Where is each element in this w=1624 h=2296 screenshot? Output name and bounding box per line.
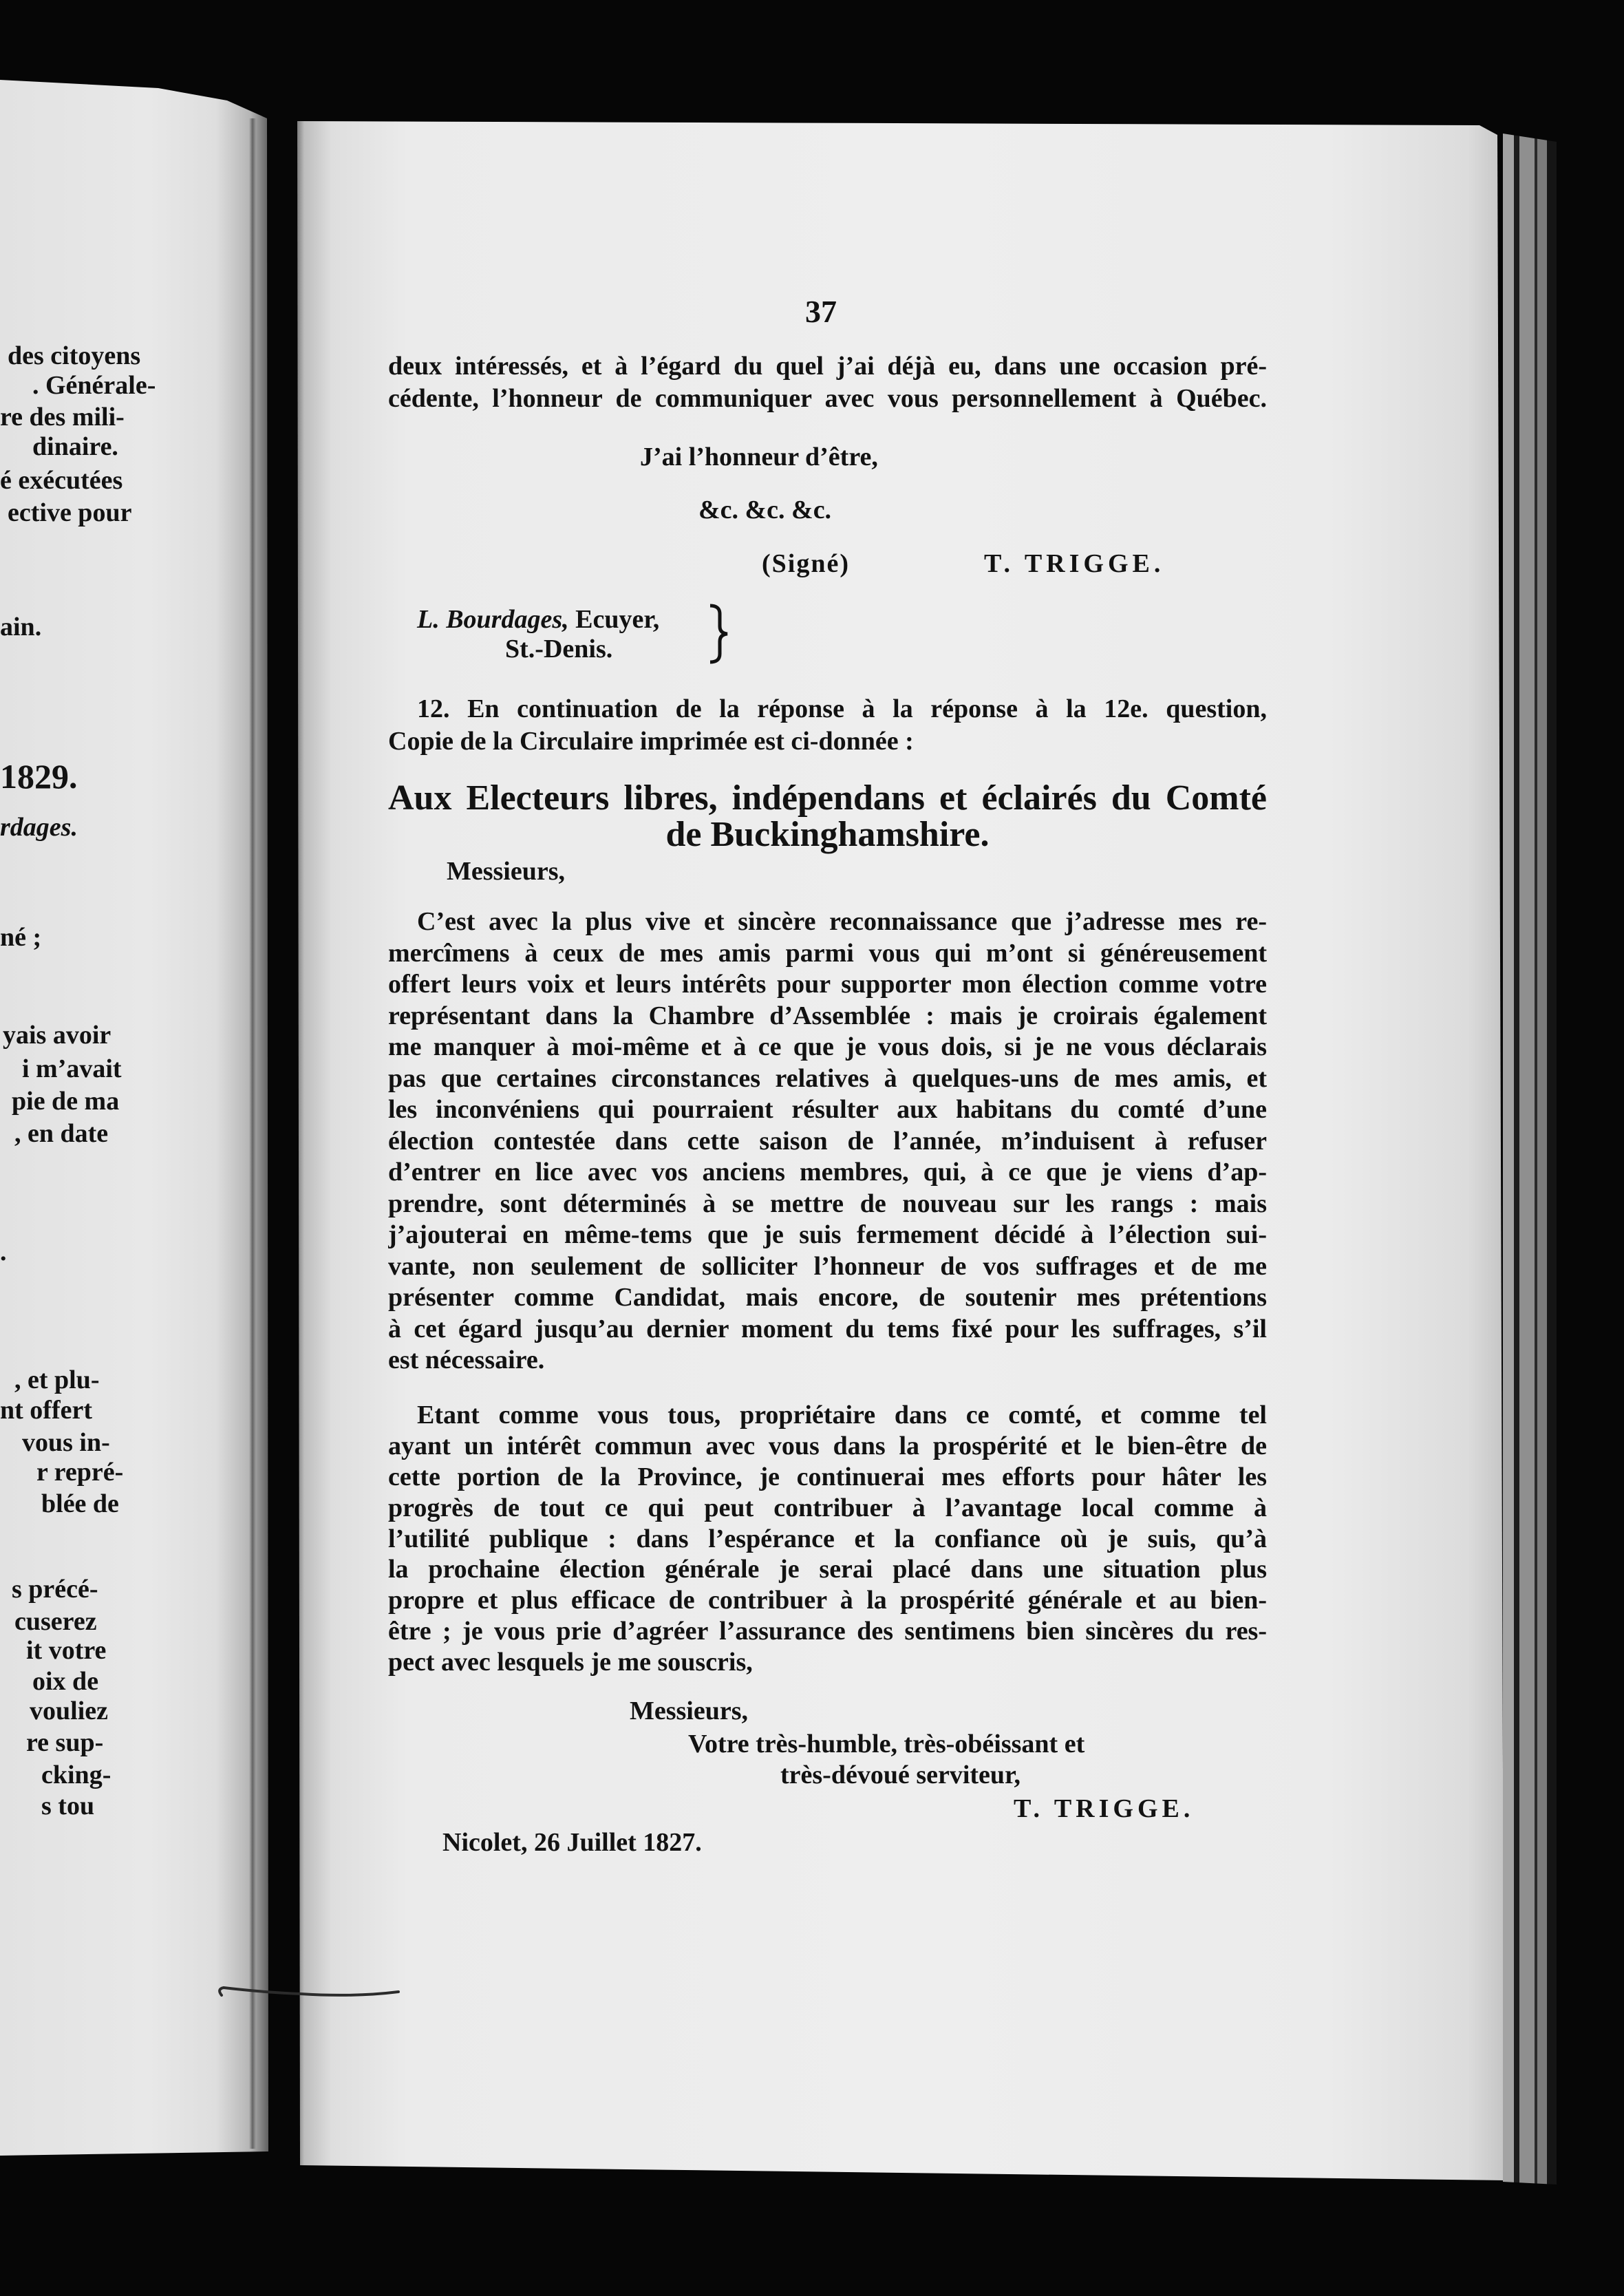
left-page-text-fragment: re sup- [26,1728,104,1757]
left-page-text-fragment: , en date [14,1119,109,1148]
paragraph-line: progrès de tout ce qui peut contribuer à l’avantage local comme à [388,1493,1267,1522]
paragraph-line: à cet égard jusqu’au dernier moment du tems fixé pour les suffrages, s’il [388,1314,1267,1343]
left-page-text-fragment: né ; [0,923,42,952]
left-page-text-fragment: blée de [41,1489,119,1518]
signed-label: (Signé) [762,549,850,578]
left-page-date-heading: 1829. [0,757,78,796]
left-page-text-fragment: nt offert [0,1396,92,1425]
left-page-text-fragment: yais avoir [3,1021,111,1050]
paragraph-line: l’utilité publique : dans l’espérance et la confiance où je suis, qu’à [388,1524,1267,1553]
paragraph-line: pect avec lesquels je me souscris, [388,1648,753,1677]
left-page-text-fragment: . [0,1237,7,1266]
paragraph-line: représentant dans la Chambre d’Assemblée : mais je croirais également [388,1001,1267,1030]
paragraph-line: offert leurs voix et leurs intérêts pour supporter mon élection comme votre [388,970,1267,999]
paragraph-line: C’est avec la plus vive et sincère reconnaissance que j’adresse mes re- [417,907,1267,936]
paragraph-line: pas que certaines circonstances relatives à quelques-uns de mes amis, et [388,1063,1267,1093]
left-page-text-fragment: rdages. [0,813,78,842]
left-page-text-fragment: s tou [41,1792,95,1820]
left-page-text-fragment: oix de [32,1667,99,1696]
addressee-title: Ecuyer, [575,605,660,634]
circular-heading: Aux Electeurs libres, indépendans et éclairés du Comté [388,778,1267,818]
paragraph-line: cette portion de la Province, je continuerai mes efforts pour hâter les [388,1462,1267,1491]
left-page-text-fragment: re des mili- [0,403,125,432]
closing-salutation: Messieurs, [630,1697,749,1725]
paragraph-line: me manquer à moi-même et à ce que je vous dois, si je ne vous déclarais [388,1032,1267,1061]
left-page-text-fragment: i m’avait [22,1054,122,1083]
closing-line: Votre très-humble, très-obéissant et [688,1730,1085,1758]
paragraph-line: ayant un intérêt commun avec vous dans la prospérité et le bien-être de [388,1431,1267,1460]
circular-signature: T. TRIGGE. [1014,1794,1195,1823]
letter-text-line: cédente, l’honneur de communiquer avec vous personnellement à Québec. [388,384,1267,413]
paragraph-line: d’entrer en lice avec vos anciens membres, qui, à ce que je viens d’ap- [388,1158,1267,1187]
left-page-text-fragment: r repré- [36,1458,124,1487]
left-page-text-fragment: it votre [26,1636,107,1665]
addressee-name: L. Bourdages, [417,605,569,634]
left-page-text-fragment: cuserez [14,1607,97,1636]
addressee-place: St.-Denis. [505,635,613,663]
closing-line: très-dévoué serviteur, [780,1761,1021,1789]
letter-text-line: deux intéressés, et à l’égard du quel j’ai déjà eu, dans une occasion pré- [388,352,1267,381]
paragraph-line: présenter comme Candidat, mais encore, de soutenir mes prétentions [388,1283,1267,1312]
item-12-line: 12. En continuation de la réponse à la réponse à la 12e. question, [417,694,1267,723]
letter-etc: &c. &c. &c. [698,496,832,524]
place-and-date: Nicolet, 26 Juillet 1827. [442,1828,702,1857]
left-page-text-fragment: , et plu- [14,1365,100,1394]
page-number: 37 [805,294,837,329]
left-page-text-fragment: ain. [0,613,42,641]
paragraph-line: la prochaine élection générale je serai placé dans une situation plus [388,1555,1267,1584]
left-page-text-fragment: dinaire. [32,432,118,461]
paragraph-line: prendre, sont déterminés à se mettre de nouveau sur les rangs : mais [388,1189,1267,1218]
left-page-text-fragment: é exécutées [0,466,123,495]
letter-signature: T. TRIGGE. [984,549,1165,578]
left-page-text-fragment: . Générale- [32,371,156,400]
left-page-text-fragment: cking- [41,1761,111,1789]
left-page-text-fragment: ective pour [8,498,132,527]
paragraph-line: est nécessaire. [388,1346,545,1374]
paragraph-line: être ; je vous prie d’agréer l’assurance des sentimens bien sincères du res- [388,1617,1267,1646]
paragraph-line: élection contestée dans cette saison de l’année, m’induisent à refuser [388,1126,1267,1156]
left-page-text-fragment: vouliez [30,1697,108,1725]
left-page-text-fragment: pie de ma [12,1087,120,1116]
paragraph-line: propre et plus efficace de contribuer à la prospérité générale et au bien- [388,1586,1267,1615]
item-12-line: Copie de la Circulaire imprimée est ci-donnée : [388,727,914,756]
paragraph-line: Etant comme vous tous, propriétaire dans ce comté, et comme tel [417,1401,1267,1429]
circular-heading: de Buckinghamshire. [665,815,990,854]
paragraph-line: les inconvéniens qui pourraient résulter aux habitans du comté d’une [388,1095,1267,1124]
circular-salutation: Messieurs, [447,857,566,886]
paragraph-line: vante, non seulement de solliciter l’honneur de vos suffrages et de me [388,1251,1267,1281]
left-page-text-fragment: vous in- [22,1428,110,1457]
left-page-text-fragment: s précé- [12,1575,98,1604]
paragraph-line: j’ajouterai en même-tems que je suis fermement décidé à l’élection sui- [388,1220,1267,1249]
letter-closing-formula: J’ai l’honneur d’être, [640,443,878,471]
paragraph-line: mercîmens à ceux de mes amis parmi vous qui m’ont si généreusement [388,938,1267,968]
left-page-text-fragment: des citoyens [8,341,141,370]
